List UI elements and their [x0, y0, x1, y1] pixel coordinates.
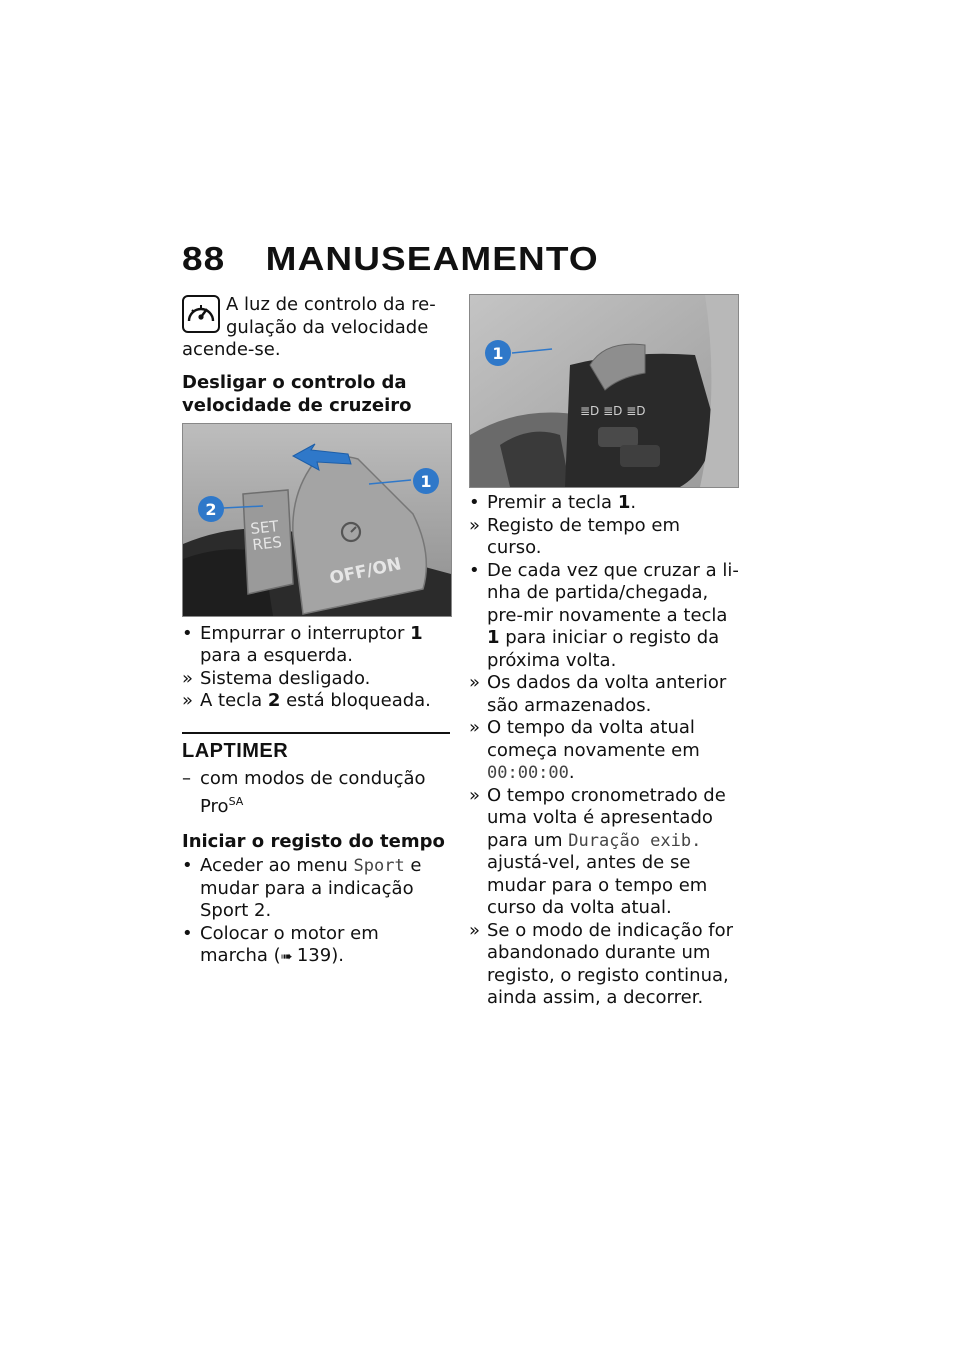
- result-text: Sistema desligado.: [200, 667, 371, 689]
- result-marker: »: [182, 667, 194, 689]
- condition-line: [182, 768, 450, 818]
- result-system-off: [182, 668, 450, 691]
- result-text: O tempo da volta atual começa novamente em: [487, 717, 700, 761]
- step-text-post: para a esquerda.: [200, 645, 353, 666]
- section-divider: [182, 732, 450, 734]
- step-text: Premir a tecla: [487, 492, 618, 513]
- result-recording: [469, 515, 739, 560]
- display-duration-setting: Duração exib.: [568, 830, 702, 851]
- condition-text: com modos de condução Pro: [200, 768, 426, 817]
- page-ref-arrow-icon: ➠: [280, 949, 297, 965]
- result-text-post: .: [568, 762, 575, 783]
- dash-marker: –: [182, 768, 191, 789]
- deactivate-heading-line1: Desligar o controlo da: [182, 371, 407, 393]
- bullet-marker: •: [182, 855, 193, 876]
- set-label: SET: [249, 516, 280, 538]
- offon-label: OFF/ON: [327, 553, 404, 589]
- result-marker: »: [182, 690, 194, 711]
- step-text-post: para iniciar o registo da próxima volta.: [487, 627, 720, 671]
- result-lap-time-shown: [469, 785, 739, 920]
- result-bold: 2: [267, 690, 281, 711]
- bullet-marker: •: [182, 922, 193, 944]
- indicator-text-2: gulação da velocidade: [226, 316, 429, 338]
- result-text: Registo de tempo em curso.: [487, 514, 681, 558]
- page-title: MANUSEAMENTO: [265, 240, 599, 277]
- result-data-stored: [469, 672, 739, 717]
- step-press-key: [469, 492, 739, 515]
- result-marker: »: [469, 919, 481, 941]
- time-reset-value: 00:00:00: [487, 763, 569, 783]
- laptimer-title: LAPTIMER: [182, 739, 289, 762]
- result-recording-continues: [469, 920, 739, 1010]
- left-column: [182, 294, 450, 969]
- condition-sup: SA: [228, 794, 244, 808]
- result-text-post: ajustá-vel, antes de se mudar para o tempo em curso da volta atual.: [487, 852, 708, 918]
- step-access-menu: [182, 855, 450, 923]
- callout-1: 1: [492, 344, 504, 363]
- indicator-paragraph: [182, 294, 450, 362]
- step-text-post: ).: [331, 945, 344, 966]
- page-ref: 139: [296, 945, 332, 966]
- cruise-switch-figure: [182, 423, 452, 617]
- result-text: Os dados da volta anterior são armazenados.: [487, 672, 727, 716]
- callout-1: 1: [420, 471, 432, 491]
- step-text-post: e mudar para a indicação Sport 2.: [200, 855, 422, 921]
- step-bold: 1: [487, 627, 500, 648]
- speed-control-icon: [182, 295, 220, 333]
- start-heading: Iniciar o registo do tempo: [182, 831, 445, 852]
- result-key-locked: [182, 690, 450, 713]
- light-symbols-icon: ≣D ≣D ≣D: [580, 404, 646, 418]
- bullet-marker: •: [469, 559, 480, 581]
- menu-name: Sport: [353, 856, 405, 876]
- step-text: Aceder ao menu: [200, 855, 354, 876]
- step-each-lap: [469, 560, 739, 673]
- bullet-marker: •: [182, 622, 193, 644]
- laptimer-switch-figure: [469, 294, 739, 488]
- result-marker: »: [469, 717, 481, 738]
- result-marker: »: [469, 784, 481, 806]
- result-lap-restart: [469, 717, 739, 785]
- page-number: 88: [182, 240, 226, 277]
- deactivate-heading: [182, 371, 450, 417]
- result-marker: »: [469, 514, 481, 536]
- indicator-text-1: A luz de controlo da re-: [226, 294, 436, 315]
- result-text-post: está bloqueada.: [280, 690, 431, 711]
- bullet-marker: •: [469, 492, 480, 513]
- step-text: Empurrar o interruptor: [200, 622, 411, 644]
- page-header: [182, 240, 599, 278]
- indicator-text-3: acende-se.: [182, 339, 281, 360]
- step-text: De cada vez que cruzar a li-nha de partida/chegada, pre-mir novamente a tecla: [487, 559, 739, 626]
- laptimer-steps: [469, 492, 739, 1010]
- result-marker: »: [469, 672, 481, 693]
- right-column: [469, 294, 739, 1010]
- step-bold: 1: [617, 492, 631, 513]
- deactivate-steps: [182, 623, 450, 713]
- res-label: RES: [251, 532, 283, 554]
- result-text: A tecla: [200, 690, 268, 711]
- step-bold: 1: [410, 622, 423, 644]
- step-text-post: .: [630, 492, 637, 513]
- result-text: O tempo cronometrado de uma volta é apresentado para um: [487, 784, 726, 851]
- callout-2: 2: [205, 499, 217, 519]
- step-start-engine: [182, 923, 450, 969]
- step-text: Colocar o motor em marcha (: [200, 922, 379, 966]
- deactivate-heading-line2: velocidade de cruzeiro: [182, 394, 412, 416]
- step-push-switch: [182, 623, 450, 668]
- result-text: Se o modo de indicação for abandonado durante um registo, o registo continua, ainda assim, a decorrer.: [487, 919, 734, 1008]
